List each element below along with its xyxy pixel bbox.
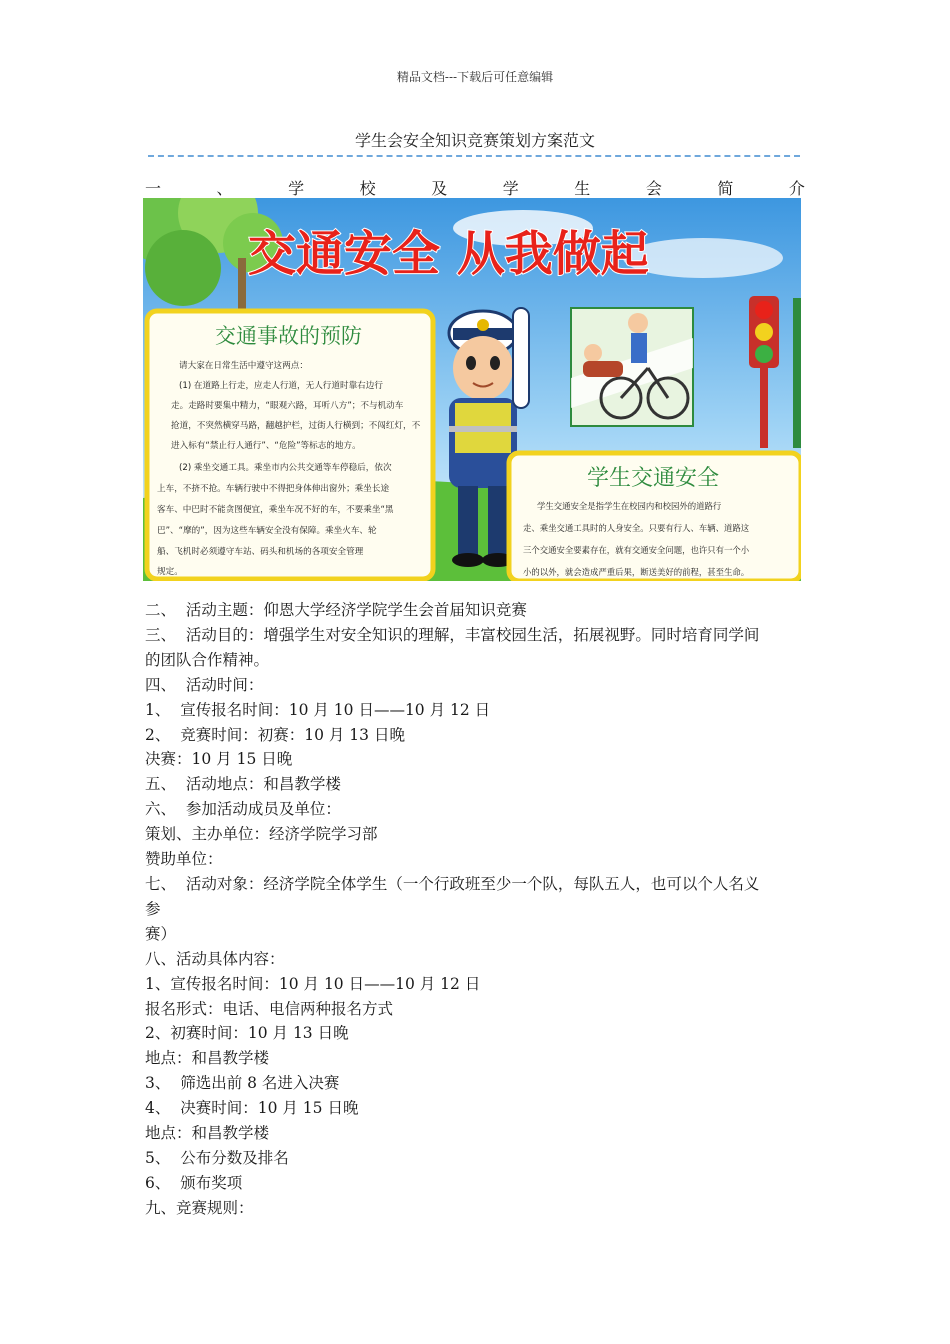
body-line: 2、初赛时间：10 月 13 日晚 [145,1024,349,1043]
left-panel-line: 规定。 [157,567,183,577]
document-title: 学生会安全知识竞赛策划方案范文 [354,131,595,150]
body-line: 2、 竞赛时间：初赛：10 月 13 日晚 [145,725,405,744]
heading-char: 校 [359,179,376,198]
body-line: 报名形式：电话、电信两种报名方式 [145,999,394,1018]
heading-char: 介 [788,179,805,198]
heading-char: 生 [574,179,591,198]
document-body [145,598,805,1221]
body-line: 参 [145,899,161,918]
body-line: 6、 颁布奖项 [145,1173,243,1192]
left-panel-line: 客车、中巴时不能贪图便宜，乘坐车况不好的车，不要乘坐“黑 [157,505,394,515]
heading-char: 、 [216,179,233,198]
body-line: 4、 决赛时间：10 月 15 日晚 [145,1099,359,1118]
traffic-safety-poster [143,198,801,581]
body-line: 地点：和昌教学楼 [145,1124,270,1143]
body-line: 八、活动具体内容： [145,949,285,968]
body-line: 二、 活动主题：仰恩大学经济学院学生会首届知识竞赛 [145,601,527,619]
left-panel-line: 进入标有“禁止行人通行”、“危险”等标志的地方。 [171,441,361,451]
heading-char: 会 [645,179,662,198]
body-line: 5、 公布分数及排名 [145,1148,289,1167]
heading-char: 及 [431,179,448,198]
body-line: 六、 参加活动成员及单位： [145,800,341,819]
heading-char: 学 [288,179,305,198]
dashed-divider [148,155,800,157]
body-line: 3、 筛选出前 8 名进入决赛 [145,1074,340,1093]
left-panel-line: 走。走路时要集中精力，“眼观六路，耳听八方”；不与机动车 [171,401,404,411]
right-panel-line: 三个交通安全要素存在，就有交通安全问题，也许只有一个小 [523,545,750,555]
left-panel-title: 交通事故的预防 [215,324,362,348]
body-line: 五、 活动地点：和昌教学楼 [145,775,341,794]
body-line: 策划、主办单位：经济学院学习部 [145,825,378,844]
body-line: 四、 活动时间： [145,675,264,694]
heading-char: 一 [145,179,162,198]
body-line: 地点：和昌教学楼 [145,1049,270,1068]
left-panel-line: 上车，不挤不抢。车辆行驶中不得把身体伸出窗外；乘坐长途 [157,484,390,494]
body-line: 决赛：10 月 15 日晚 [145,750,293,769]
left-panel-line: 请大家在日常生活中遵守这两点： [179,361,308,371]
body-line: 三、 活动目的：增强学生对安全知识的理解，丰富校园生活，拓展视野。同时培育同学间 [145,625,760,644]
right-panel-line: 走、乘坐交通工具时的人身安全。只要有行人、车辆、道路这 [523,523,750,533]
bicycle-accident-illustration [571,308,693,426]
poster-headline: 交通安全 从我做起 [248,226,649,282]
right-panel-title: 学生交通安全 [587,466,720,491]
left-panel-line: (2) 乘坐交通工具。乘坐市内公共交通等车停稳后，依次 [179,463,392,473]
body-line: 1、 宣传报名时间：10 月 10 日——10 月 12 日 [145,700,491,719]
body-line: 七、 活动对象：经济学院全体学生（一个行政班至少一个队，每队五人，也可以个人名义 [145,874,760,893]
body-line: 1、宣传报名时间：10 月 10 日——10 月 12 日 [145,974,481,993]
heading-char: 简 [717,179,734,198]
section-one-heading [145,176,805,199]
body-line: 赛） [145,924,177,943]
left-panel-line: 船、飞机时必须遵守车站、码头和机场的各项安全管理 [157,547,364,557]
left-panel-line: (1) 在道路上行走，应走人行道，无人行道时靠右边行 [179,381,383,391]
right-panel-line: 学生交通安全是指学生在校园内和校园外的道路行 [537,501,722,511]
heading-char: 学 [502,179,519,198]
body-line: 的团队合作精神。 [145,650,270,669]
body-line: 赞助单位： [145,850,223,869]
left-panel-line: 巴”、“摩的”，因为这些车辆安全没有保障。乘坐火车、轮 [157,526,377,536]
right-panel-line: 小的以外，就会造成严重后果，断送美好的前程，甚至生命。 [523,567,750,577]
body-line: 九、竞赛规则： [145,1198,254,1217]
left-panel-line: 抢道，不突然横穿马路，翻越护栏，过街人行横到；不闯红灯，不 [171,421,421,431]
header-note: 精品文档---下载后可任意编辑 [396,70,554,84]
